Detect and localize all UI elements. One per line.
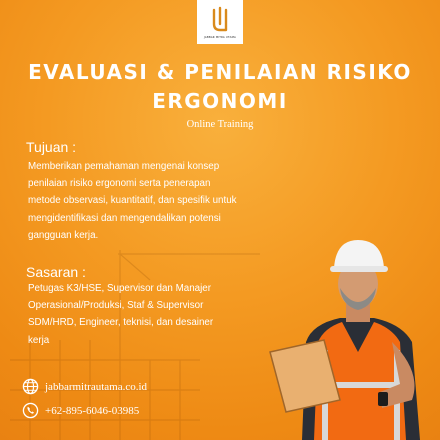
tujuan-line: Memberikan pemahaman mengenai konsep: [28, 161, 220, 172]
worker-illustration: [262, 232, 440, 440]
website-contact[interactable]: [22, 378, 147, 395]
sasaran-line: SDM/HRD, Engineer, teknisi, dan desainer: [28, 317, 214, 329]
title-line-1: EVALUASI & PENILAIAN RISIKO: [28, 60, 412, 84]
logo-text: JABBAR MITRA UTAMA: [203, 35, 236, 39]
tujuan-line: metode observasi, kuantitatif, dan spesifik untuk: [28, 195, 237, 207]
tujuan-body: [28, 158, 298, 244]
tujuan-heading: Tujuan :: [26, 139, 77, 155]
title-line-2: ERGONOMI: [152, 89, 288, 113]
sasaran-heading: Sasaran :: [26, 264, 86, 280]
sasaran-line: kerja: [28, 334, 50, 346]
tujuan-line: penilaian risiko ergonomi serta penerapan: [28, 178, 211, 190]
website-text[interactable]: jabbarmitrautama.co.id: [45, 380, 148, 393]
phone-text[interactable]: +62-895-6046-03985: [45, 404, 140, 417]
logo: [197, 0, 243, 44]
phone-icon: [22, 402, 39, 419]
phone-contact[interactable]: [22, 402, 139, 419]
sasaran-body: [28, 280, 288, 349]
tujuan-line: mengidentifikasi dan mengendalikan potensi: [28, 212, 221, 224]
sasaran-line: Petugas K3/HSE, Supervisor dan Manajer: [28, 283, 211, 294]
globe-icon: [22, 378, 39, 395]
subtitle: Online Training: [186, 119, 254, 130]
tujuan-line: gangguan kerja.: [28, 229, 99, 241]
sasaran-line: Operasional/Produksi, Staf & Supervisor: [28, 300, 204, 312]
logo-mark-icon: [210, 6, 230, 34]
